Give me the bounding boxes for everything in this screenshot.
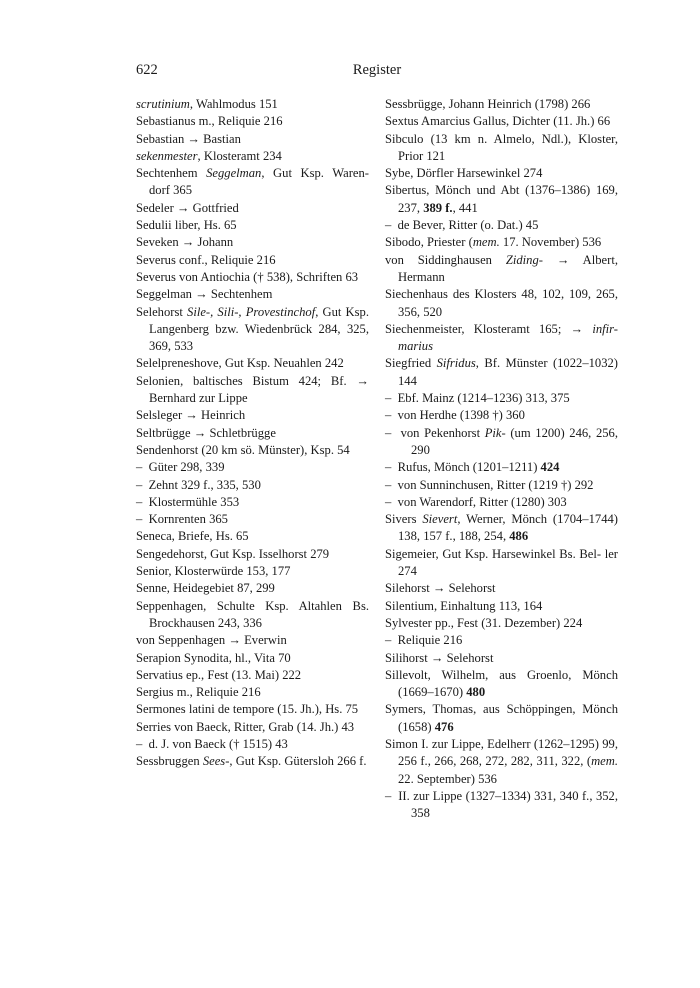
index-entry: Sextus Amarcius Gallus, Dichter (11. Jh.) 66 <box>385 114 611 129</box>
index-entry: Silehorst → Selehorst <box>385 581 496 596</box>
index-entry: – Kornrenten 365 <box>136 512 228 527</box>
index-entry: – von Warendorf, Ritter (1280) 303 <box>385 494 567 509</box>
index-entry: scrutinium, Wahlmodus 151 <box>136 97 278 111</box>
index-entry: Sibodo, Priester (mem. 17. November) 536 <box>385 235 602 250</box>
index-entry: Sylvester pp., Fest (31. Dezember) 224 <box>385 615 583 630</box>
index-entry: – II. zur Lippe (1327–1334) 331, 340 f., 352, 358 <box>385 788 618 821</box>
index-entry: Severus conf., Reliquie 216 <box>136 252 276 267</box>
index-entry: Sechtenhem Seggelman, Gut Ksp. Waren- dorf 365 <box>136 166 369 198</box>
index-entry: Sengedehorst, Gut Ksp. Isselhorst 279 <box>136 546 330 561</box>
index-entry: Servatius ep., Fest (13. Mai) 222 <box>136 667 302 682</box>
page-header <box>136 62 618 82</box>
index-entry: Sibculo (13 km n. Almelo, Ndl.), Kloster, Prior 121 <box>385 131 618 163</box>
index-entry: – Ebf. Mainz (1214–1236) 313, 375 <box>385 391 570 406</box>
index-entry: – Güter 298, 339 <box>136 460 225 475</box>
index-entry: Silentium, Einhaltung 113, 164 <box>385 598 543 613</box>
running-head: Register <box>352 62 402 78</box>
index-entry: Senne, Heidegebiet 87, 299 <box>136 581 275 596</box>
index-entry: Seneca, Briefe, Hs. 65 <box>136 529 249 544</box>
index-entry: Senior, Klosterwürde 153, 177 <box>136 564 291 579</box>
index-entry: Sigemeier, Gut Ksp. Harsewinkel Bs. Bel- ler 274 <box>385 546 618 579</box>
index-entry: Sessbruggen Sees-, Gut Ksp. Gütersloh 266 f. <box>136 754 367 769</box>
index-entry: Sibertus, Mönch und Abt (1376–1386) 169, 237, 389 f., 441 <box>385 183 618 215</box>
index-entry: – Rufus, Mönch (1201–1211) 424 <box>385 460 560 475</box>
index-entry: Sybe, Dörfler Harsewinkel 274 <box>385 166 543 181</box>
index-entry: Sergius m., Reliquie 216 <box>136 685 261 700</box>
index-entry: Silihorst → Selehorst <box>385 650 494 665</box>
index-entry: Sermones latini de tempore (15. Jh.), Hs. 75 <box>136 702 359 717</box>
index-entry: – von Sunninchusen, Ritter (1219 †) 292 <box>385 477 594 492</box>
index-column-right <box>385 96 618 822</box>
index-entry: – Zehnt 329 f., 335, 530 <box>136 477 261 492</box>
index-entry: Serapion Synodita, hl., Vita 70 <box>136 650 291 665</box>
index-entry: Seggelman → Sechtenhem <box>136 287 273 302</box>
index-entry: – Klostermühle 353 <box>136 494 240 509</box>
index-entry: Sedeler → Gottfried <box>136 200 239 215</box>
index-entry: – Reliquie 216 <box>385 633 463 648</box>
index-entry: Sessbrügge, Johann Heinrich (1798) 266 <box>385 97 591 111</box>
index-entry: Sebastianus m., Reliquie 216 <box>136 114 283 129</box>
index-entry: – von Herdhe (1398 †) 360 <box>385 408 525 423</box>
index-entry: von Siddinghausen Ziding- → Albert, Hermann <box>385 252 618 284</box>
index-column-left <box>136 96 369 771</box>
index-entry: Seppenhagen, Schulte Ksp. Altahlen Bs. Brockhausen 243, 336 <box>136 598 369 630</box>
index-entry: Sillevolt, Wilhelm, aus Groenlo, Mönch (1669–1670) 480 <box>385 667 618 700</box>
index-entry: Serries von Baeck, Ritter, Grab (14. Jh.) 43 <box>136 719 355 734</box>
index-entry: Siegfried Sifridus, Bf. Münster (1022–1032) 144 <box>385 356 618 388</box>
index-entry: von Seppenhagen → Everwin <box>136 633 287 648</box>
index-entry: Seltbrügge → Schletbrügge <box>136 425 276 440</box>
index-entry: Sendenhorst (20 km sö. Münster), Ksp. 54 <box>136 442 350 457</box>
page-number: 622 <box>136 62 158 78</box>
index-entry: sekenmester, Klosteramt 234 <box>136 148 282 163</box>
index-entry: – de Bever, Ritter (o. Dat.) 45 <box>385 218 539 233</box>
index-entry: Selsleger → Heinrich <box>136 408 246 423</box>
index-entry: Siechenhaus des Klosters 48, 102, 109, 265, 356, 520 <box>385 287 618 319</box>
index-entry: Sivers Sievert, Werner, Mönch (1704–1744) 138, 157 f., 188, 254, 486 <box>385 512 618 544</box>
index-entry: Sebastian → Bastian <box>136 131 241 146</box>
index-entry: Sedulii liber, Hs. 65 <box>136 218 237 233</box>
index-entry: – von Pekenhorst Pik- (um 1200) 246, 256, 290 <box>385 425 619 457</box>
index-entry: – d. J. von Baeck († 1515) 43 <box>136 736 288 751</box>
index-entry: Severus von Antiochia († 538), Schriften 63 <box>136 269 359 284</box>
index-entry: Seveken → Johann <box>136 235 234 250</box>
index-entry: Selelpreneshove, Gut Ksp. Neuahlen 242 <box>136 356 344 371</box>
index-entry: Simon I. zur Lippe, Edelherr (1262–1295) 99, 256 f., 266, 268, 272, 282, 311, 322, (mem. 22. September) 536 <box>385 736 618 786</box>
index-entry: Symers, Thomas, aus Schöppingen, Mönch (1658) 476 <box>385 702 618 734</box>
index-entry: Selonien, baltisches Bistum 424; Bf. → Bernhard zur Lippe <box>136 373 369 406</box>
index-entry: Siechenmeister, Klosteramt 165; → infir- marius <box>385 321 618 354</box>
index-entry: Selehorst Sile-, Sili-, Provestinchof, Gut Ksp. Langenberg bzw. Wiedenbrück 284, 325, 369, 533 <box>136 304 369 354</box>
